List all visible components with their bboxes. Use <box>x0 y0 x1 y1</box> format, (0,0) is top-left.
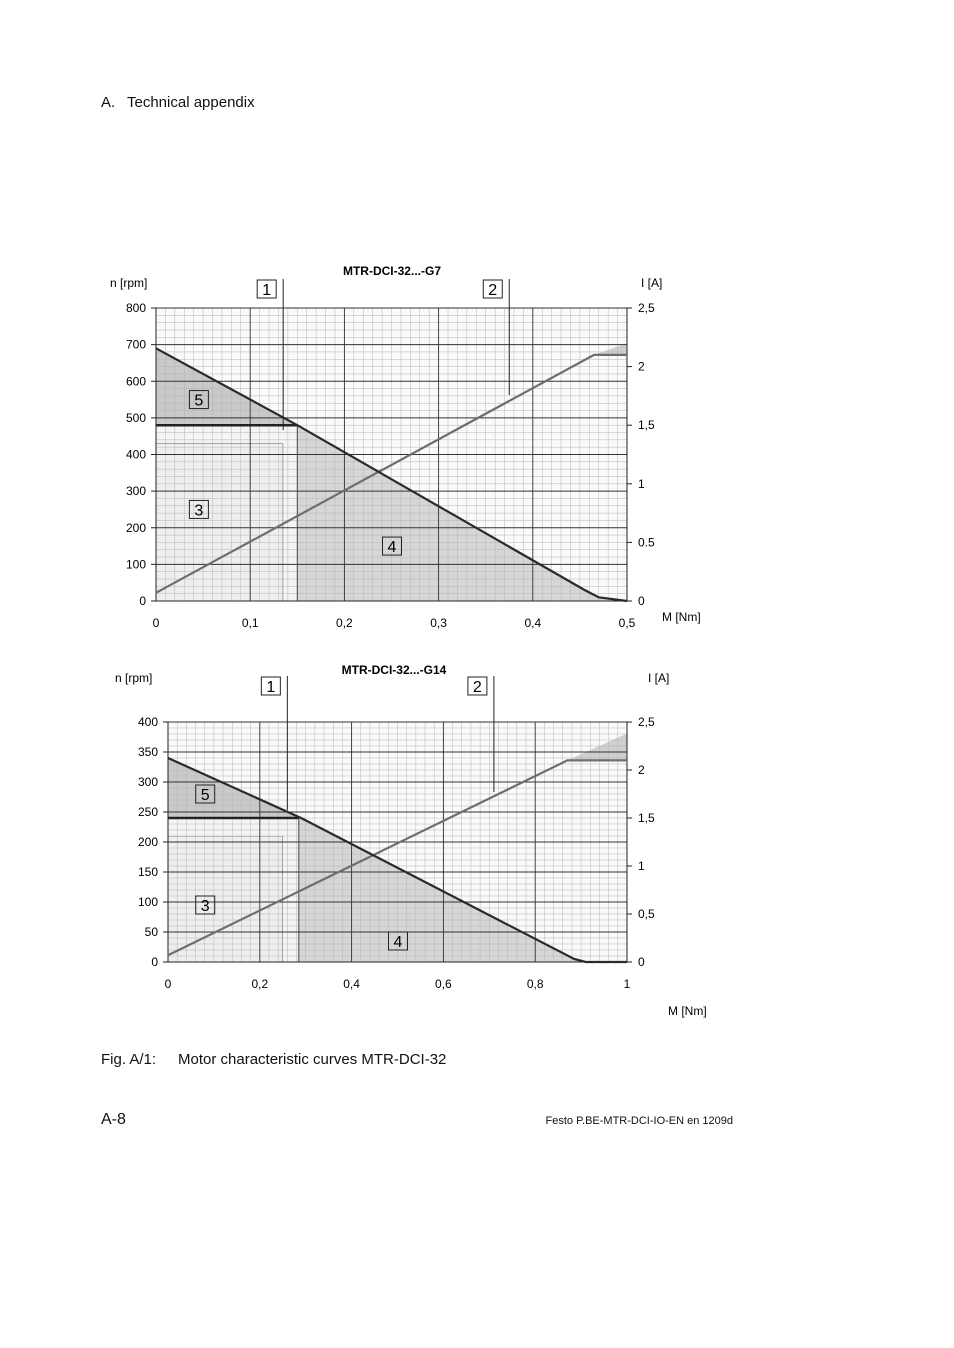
y-tick-label: 0 <box>139 594 146 608</box>
x-tick-label: 0,1 <box>241 616 259 630</box>
y2-tick-label: 2 <box>638 359 645 374</box>
chart-title: MTR-DCI-32...-G14 <box>341 663 447 677</box>
figure-title: Motor characteristic curves MTR-DCI-32 <box>178 1051 447 1068</box>
y-tick-label: 100 <box>125 557 146 572</box>
y-tick-label: 600 <box>125 374 146 389</box>
y2-axis-label: I [A] <box>648 671 670 685</box>
y2-tick-label: 0,5 <box>638 907 655 921</box>
zone-upper-strip <box>168 818 283 836</box>
x-tick-label: 1 <box>623 977 631 991</box>
section-header <box>101 94 255 111</box>
section-title: Technical appendix <box>127 94 255 111</box>
x-tick-label: 0,3 <box>430 616 447 630</box>
y2-tick-label: 0 <box>638 955 645 969</box>
marker-number: 2 <box>488 282 498 299</box>
y-axis-label: n [rpm] <box>115 671 153 685</box>
x-tick-label: 0,2 <box>251 977 269 991</box>
x-axis-label: M [Nm] <box>668 1004 707 1018</box>
zone-label: 3 <box>200 898 210 915</box>
y-tick-label: 100 <box>137 895 158 909</box>
chart-g7 <box>100 255 720 635</box>
y-tick-label: 200 <box>137 835 158 849</box>
zone-label: 5 <box>200 787 210 804</box>
zone-label: 4 <box>387 539 397 557</box>
y2-tick-label: 1,5 <box>638 418 655 433</box>
marker-number: 1 <box>266 679 276 696</box>
y2-tick-label: 1 <box>638 476 645 491</box>
section-number: A. <box>101 94 116 111</box>
x-tick-label: 0 <box>152 616 160 630</box>
x-tick-label: 0,6 <box>435 977 452 991</box>
x-tick-label: 0,2 <box>336 616 353 630</box>
y2-axis-label: I [A] <box>641 276 663 290</box>
figure-number: Fig. A/1: <box>101 1051 157 1068</box>
y-tick-label: 400 <box>137 715 158 729</box>
y-tick-label: 300 <box>137 775 158 789</box>
page-number: A-8 <box>101 1111 126 1128</box>
y-tick-label: 800 <box>125 301 146 315</box>
y2-tick-label: 2 <box>638 763 645 777</box>
x-tick-label: 0,4 <box>524 616 542 630</box>
y-tick-label: 400 <box>125 447 146 462</box>
y-tick-label: 150 <box>137 865 158 879</box>
y2-tick-label: 1 <box>638 859 645 873</box>
zone-label: 5 <box>194 392 204 410</box>
zone-3-area <box>168 836 283 962</box>
y-axis-label: n [rpm] <box>110 276 148 290</box>
document-reference: Festo P.BE-MTR-DCI-IO-EN en 1209d <box>545 1115 733 1127</box>
y-tick-label: 50 <box>144 925 158 939</box>
chart-g14 <box>100 655 720 1030</box>
y-tick-label: 200 <box>125 520 146 535</box>
x-tick-label: 0 <box>164 977 172 991</box>
y-tick-label: 250 <box>137 805 158 819</box>
y-tick-label: 500 <box>125 410 146 425</box>
y2-tick-label: 0 <box>638 594 645 608</box>
y-tick-label: 0 <box>151 955 158 969</box>
y-tick-label: 300 <box>125 484 146 499</box>
zone-label: 4 <box>393 934 403 951</box>
figure-caption <box>101 1051 446 1068</box>
y2-tick-label: 2,5 <box>638 301 655 315</box>
zone-label: 3 <box>194 502 204 520</box>
y2-tick-label: 2,5 <box>638 715 655 729</box>
y-tick-label: 350 <box>137 745 158 759</box>
x-tick-label: 0,8 <box>526 977 544 991</box>
x-axis-label: M [Nm] <box>662 610 701 624</box>
chart-title: MTR-DCI-32...-G7 <box>342 264 442 278</box>
x-tick-label: 0,5 <box>618 616 636 630</box>
y2-tick-label: 1,5 <box>638 811 655 825</box>
marker-number: 2 <box>472 679 482 696</box>
marker-number: 1 <box>262 282 272 299</box>
x-tick-label: 0,4 <box>343 977 360 991</box>
y-tick-label: 700 <box>125 337 146 352</box>
y2-tick-label: 0.5 <box>638 535 655 550</box>
